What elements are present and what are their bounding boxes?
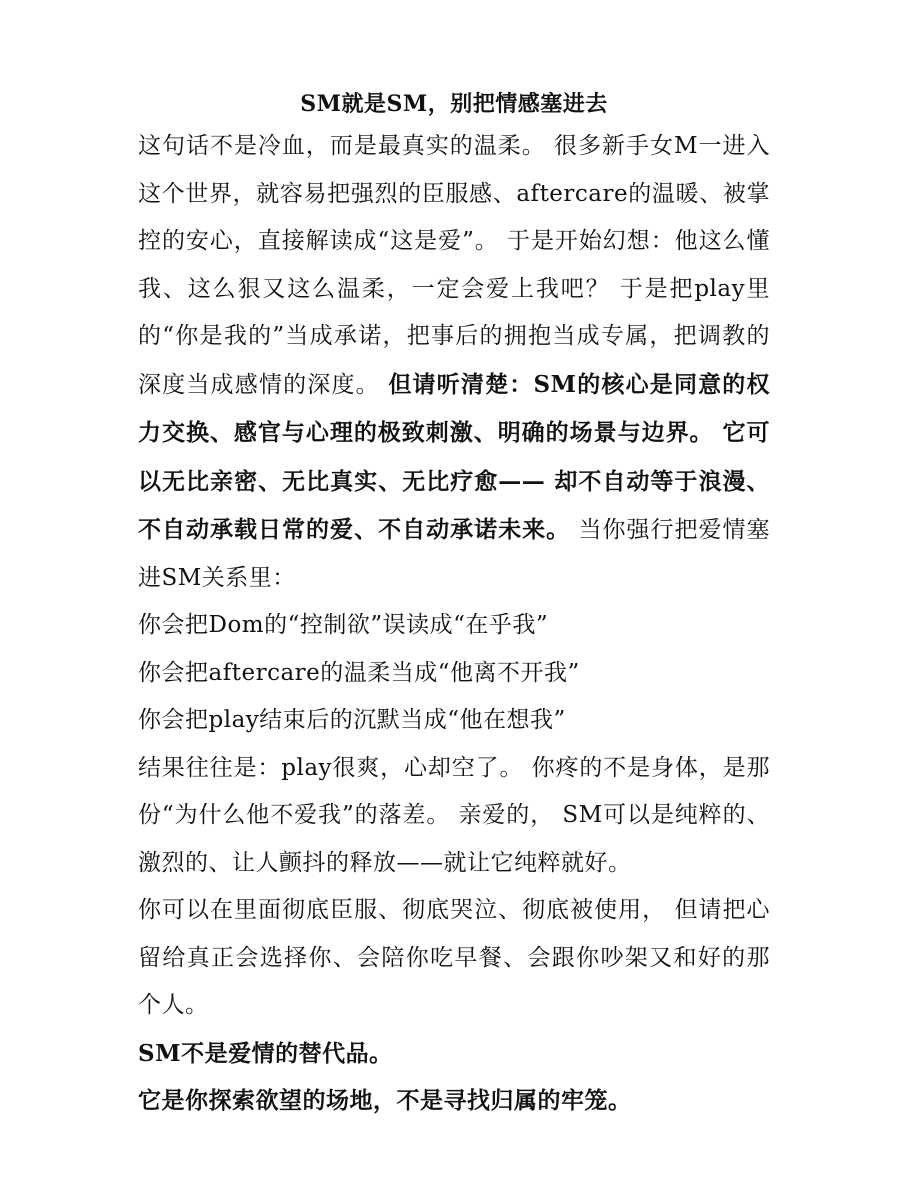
document-title: SM就是SM，别把情感塞进去 [300,91,608,117]
paragraph-intro-text: 这句话不是冷血，而是最真实的温柔。 很多新手女M一进入这个世界，就容易把强烈的臣服感、aftercare的温暖、被掌控的安心，直接解读成“这是爱”。 于是开始幻想：他这么懂我、这么狠又这么温柔，一定会爱上我吧？ 于是把play里的“你是我的”当成承诺，把事后的拥抱当成专属，把调教的深度当成感情的深度。 [138,133,770,398]
list-item-control: 你会把Dom的“控制欲”误读成“在乎我” [138,612,549,638]
paragraph-intro-bold: 但请听清楚：SM的核心是同意的权力交换、感官与心理的极致刺激、明确的场景与边界。 它可以无比亲密、无比真实、无比疗愈—— 却不自动等于浪漫、不自动承载日常的爱、不自动承诺未来。 [138,370,770,543]
closing-line-2: 它是你探索欲望的场地，不是寻找归属的牢笼。 [138,1087,632,1114]
paragraph-result: 结果往往是：play很爽，心却空了。 你疼的不是身体，是那份“为什么他不爱我”的落差。 亲爱的， SM可以是纯粹的、激烈的、让人颤抖的释放——就让它纯粹就好。 [138,754,770,876]
document-page [138,84,770,1125]
paragraph-advice: 你可以在里面彻底臣服、彻底哭泣、彻底被使用， 但请把心留给真正会选择你、会陪你吃早餐、会跟你吵架又和好的那个人。 [138,897,770,1018]
closing-line-1: SM不是爱情的替代品。 [138,1039,393,1067]
paragraph-intro [138,123,770,602]
list-item-aftercare: 你会把aftercare的温柔当成“他离不开我” [138,659,580,686]
list-item-silence: 你会把play结束后的沉默当成“他在想我” [138,707,566,733]
paragraph-intro-tail: 当你强行把爱情塞进SM关系里： [138,517,771,591]
